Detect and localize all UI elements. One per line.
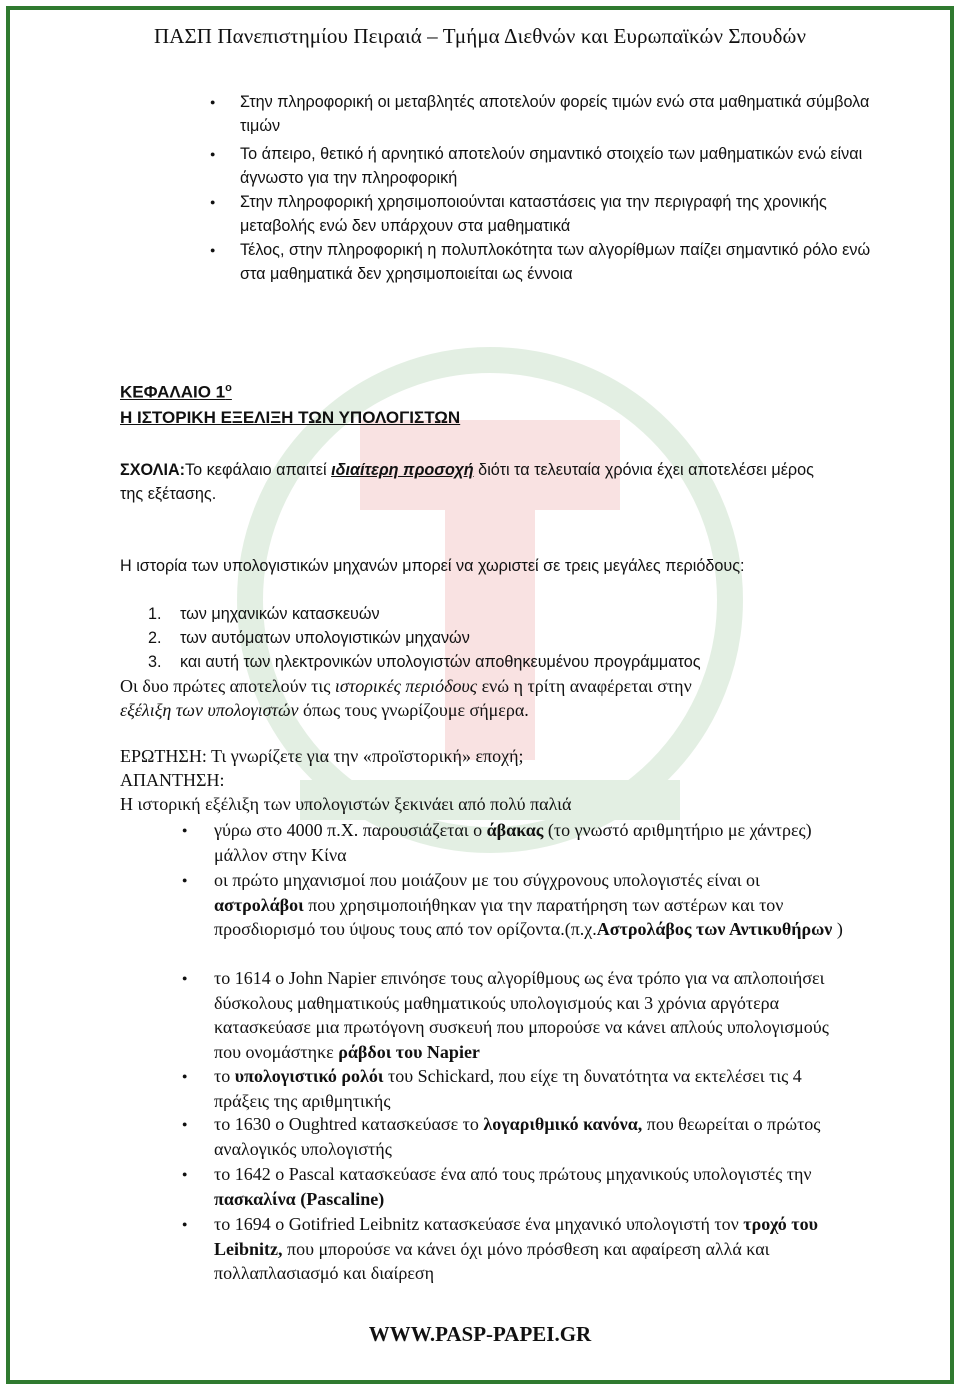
answer-intro: Η ιστορική εξέλιξη των υπολογιστών ξεκινάει από πολύ παλιά — [120, 794, 572, 814]
period-item: 1. των μηχανικών κατασκευών — [148, 605, 380, 623]
intro-bullet: ● Στην πληροφορική χρησιμοποιούνται καταστάσεις για την περιγραφή της χρονικής μεταβολής ενώ δεν υπάρχουν στα μαθηματικά — [240, 190, 880, 238]
history-intro: Η ιστορία των υπολογιστικών μηχανών μπορεί να χωριστεί σε τρεις μεγάλες περιόδους: — [120, 557, 745, 575]
periods-summary: Οι δυο πρώτες αποτελούν τις ιστορικές περιόδους ενώ η τρίτη αναφέρεται στην εξέλιξη των υπολογιστών όπως τους γνωρίζουμε σήμερα. — [120, 676, 692, 720]
timeline-item: ● το 1614 ο John Napier επινόησε τους αλγορίθμους ως ένα τρόπο για να απλοποιήσει δύσκολους μαθηματικούς μαθηματικούς υπολογισμούς και 3 χρόνια αργότερα κατασκεύασε μια πρωτόγονη συσκευή που μπορούσε να κάνει απλούς υπολογισμούς που ονομάστηκε ράβδοι του Napier — [214, 966, 854, 1064]
intro-bullet: ● Στην πληροφορική οι μεταβλητές αποτελούν φορείς τιμών ενώ στα μαθηματικά σύμβολα τιμών — [240, 90, 880, 138]
question: ΕΡΩΤΗΣΗ: Τι γνωρίζετε για την «προϊστορική» εποχή; — [120, 746, 524, 766]
chapter-label: ΚΕΦΑΛΑΙΟ $1^o$ — [120, 382, 232, 402]
intro-bullet: ● Τέλος, στην πληροφορική η πολυπλοκότητα των αλγορίθμων παίζει σημαντικό ρόλο ενώ στα μαθηματικά δεν χρησιμοποιείται ως έννοια — [240, 238, 880, 286]
footer-url: WWW.PASP-PAPEI.GR — [368, 1322, 592, 1346]
timeline-item: ● το 1630 ο Oughtred κατασκεύασε το λογαριθμικό κανόνα, που θεωρείται ο πρώτος αναλογικός υπολογιστής — [214, 1112, 854, 1161]
notes-paragraph: ΣΧΟΛΙΑ:Το κεφάλαιο απαιτεί ιδιαίτερη προσοχή διότι τα τελευταία χρόνια έχει αποτελέσει μέρος της εξέτασης. — [120, 461, 814, 503]
answer-label: ΑΠΑΝΤΗΣΗ: — [120, 770, 225, 790]
notes-emphasis: ιδιαίτερη προσοχή — [331, 461, 474, 479]
timeline-item: ● το 1694 ο Gotifried Leibnitz κατασκεύασε ένα μηχανικό υπολογιστή τον τροχό του Leibnitz, που μπορούσε να κάνει όχι μόνο πρόσθεση και αφαίρεση αλλά και πολλαπλασιασμό και διαίρεση — [214, 1212, 854, 1286]
chapter-title: Η ΙΣΤΟΡΙΚΗ ΕΞΕΛΙΞΗ ΤΩΝ ΥΠΟΛΟΓΙΣΤΩΝ — [120, 408, 461, 427]
page-header: ΠΑΣΠ Πανεπιστημίου Πειραιά – Τμήμα Διεθνών και Ευρωπαϊκών Σπουδών — [153, 24, 807, 48]
period-item: 2. των αυτόματων υπολογιστικών μηχανών — [148, 629, 470, 647]
period-item: 3. και αυτή των ηλεκτρονικών υπολογιστών αποθηκευμένου προγράμματος — [148, 653, 701, 671]
intro-bullet: ● Το άπειρο, θετικό ή αρνητικό αποτελούν σημαντικό στοιχείο των μαθηματικών ενώ είναι άγνωστο για την πληροφορική — [240, 142, 880, 190]
timeline-item: ● γύρω στο 4000 π.Χ. παρουσιάζεται ο άβακας (το γνωστό αριθμητήριο με χάντρες) μάλλον στην Κίνα — [214, 818, 854, 867]
timeline-item: ● το 1642 ο Pascal κατασκεύασε ένα από τους πρώτους μηχανικούς υπολογιστές την πασκαλίνα (Pascaline) — [214, 1162, 854, 1211]
timeline-item: ● το υπολογιστικό ρολόι του Schickard, που είχε τη δυνατότητα να εκτελέσει τις 4 πράξεις της αριθμητικής — [214, 1064, 854, 1113]
timeline-item: ● οι πρώτο μηχανισμοί που μοιάζουν με του σύγχρονους υπολογιστές είναι οι αστρολάβοι που χρησιμοποιήθηκαν για την παρατήρηση των αστέρων και τον προσδιορισμό του ύψους τους από τον ορίζοντα.(π.χ.Αστρολάβος των Αντικυθήρων ) — [214, 868, 854, 942]
notes-label: ΣΧΟΛΙΑ: — [120, 461, 186, 479]
